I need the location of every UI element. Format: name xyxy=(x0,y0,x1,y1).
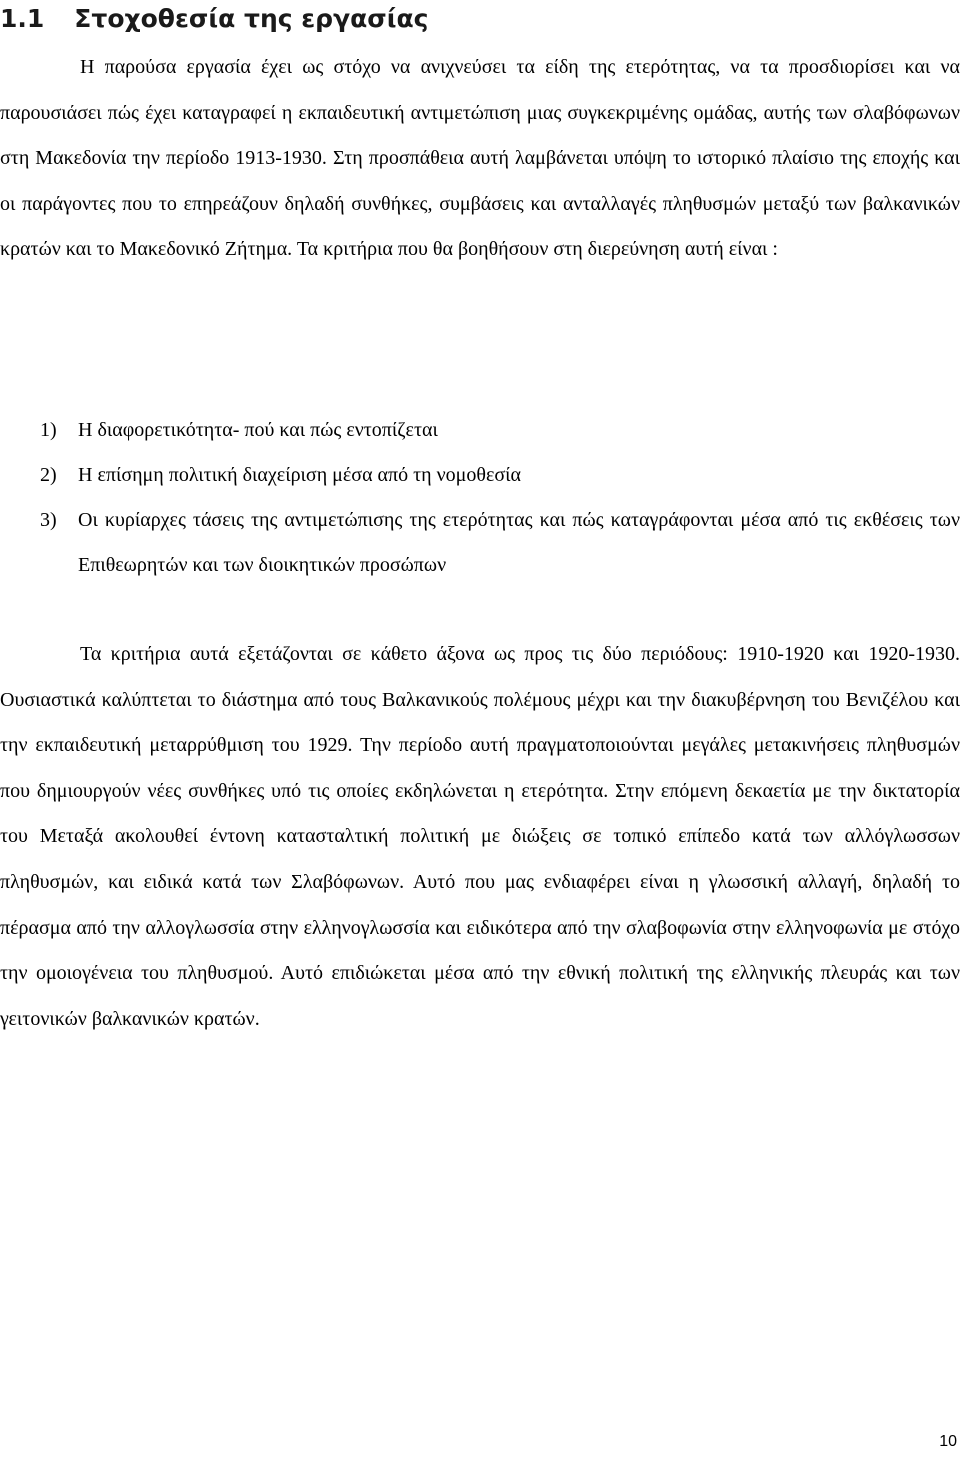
criteria-list xyxy=(40,408,960,588)
list-marker: 1) xyxy=(40,419,57,441)
list-item xyxy=(40,453,960,498)
list-item-text: Η επίσημη πολιτική διαχείριση μέσα από τη νομοθεσία xyxy=(78,464,522,486)
list-item xyxy=(40,498,960,588)
page-number: 10 xyxy=(939,1433,957,1450)
list-item-text: Οι κυρίαρχες τάσεις της αντιμετώπισης της ετερότητας και πώς καταγράφονται μέσα από τις εκθέσεις των Επιθεωρητών και των διοικητικών προσώπων xyxy=(78,509,960,576)
list-item xyxy=(40,408,960,453)
list-marker: 3) xyxy=(40,509,57,531)
list-marker: 2) xyxy=(40,464,57,486)
analysis-paragraph: Τα κριτήρια αυτά εξετάζονται σε κάθετο άξονα ως προς τις δύο περιόδους: 1910-1920 και 1920-1930. Ουσιαστικά καλύπτεται το διάστημα από τους Βαλκανικούς πολέμους μέχρι και την διακυβέρνηση του Βενιζέλου και την εκπαιδευτική μεταρρύθμιση του 1929. Την περίοδο αυτή πραγματοποιούνται μεγάλες μετακινήσεις πληθυσμών που δημιουργούν νέες συνθήκες υπό τις οποίες εκδηλώνεται η ετερότητα. Στην επόμενη δεκαετία με την δικτατορία του Μεταξά ακολουθεί έντονη κατασταλτική πολιτική με διώξεις σε τοπικό επίπεδο κατά των αλλόγλωσσων πληθυσμών, και ειδικά κατά των Σλαβόφωνων. Αυτό που μας ενδιαφέρει είναι η γλωσσική αλλαγή, δηλαδή το πέρασμα από την αλλογλωσσία στην ελληνογλωσσία και ειδικότερα από την σλαβοφωνία στην ελληνοφωνία με στόχο την ομοιογένεια του πληθυσμού. Αυτό επιδιώκεται μέσα από την εθνική πολιτική της ελληνικής πλευράς και των γειτονικών βαλκανικών κρατών. xyxy=(0,643,960,1030)
section-number: 1.1 xyxy=(0,3,45,33)
intro-paragraph-block xyxy=(0,45,960,273)
intro-paragraph: Η παρούσα εργασία έχει ως στόχο να ανιχνεύσει τα είδη της ετερότητας, να τα προσδιορίσει και να παρουσιάσει πώς έχει καταγραφεί η εκπαιδευτική αντιμετώπιση μιας συγκεκριμένης ομάδας, αυτής των σλαβόφωνων στη Μακεδονία την περίοδο 1913-1930. Στη προσπάθεια αυτή λαμβάνεται υπόψη το ιστορικό πλαίσιο της εποχής και οι παράγοντες που το επηρεάζουν δηλαδή συνθήκες, συμβάσεις και ανταλλαγές πληθυσμών μεταξύ των βαλκανικών κρατών και το Μακεδονικό Ζήτημα. Τα κριτήρια που θα βοηθήσουν στη διερεύνηση αυτή είναι : xyxy=(0,56,960,261)
list-item-text: Η διαφορετικότητα- πού και πώς εντοπίζεται xyxy=(78,419,438,441)
section-heading xyxy=(0,0,428,36)
section-title: Στοχοθεσία της εργασίας xyxy=(74,3,429,33)
analysis-paragraph-block xyxy=(0,632,960,1042)
